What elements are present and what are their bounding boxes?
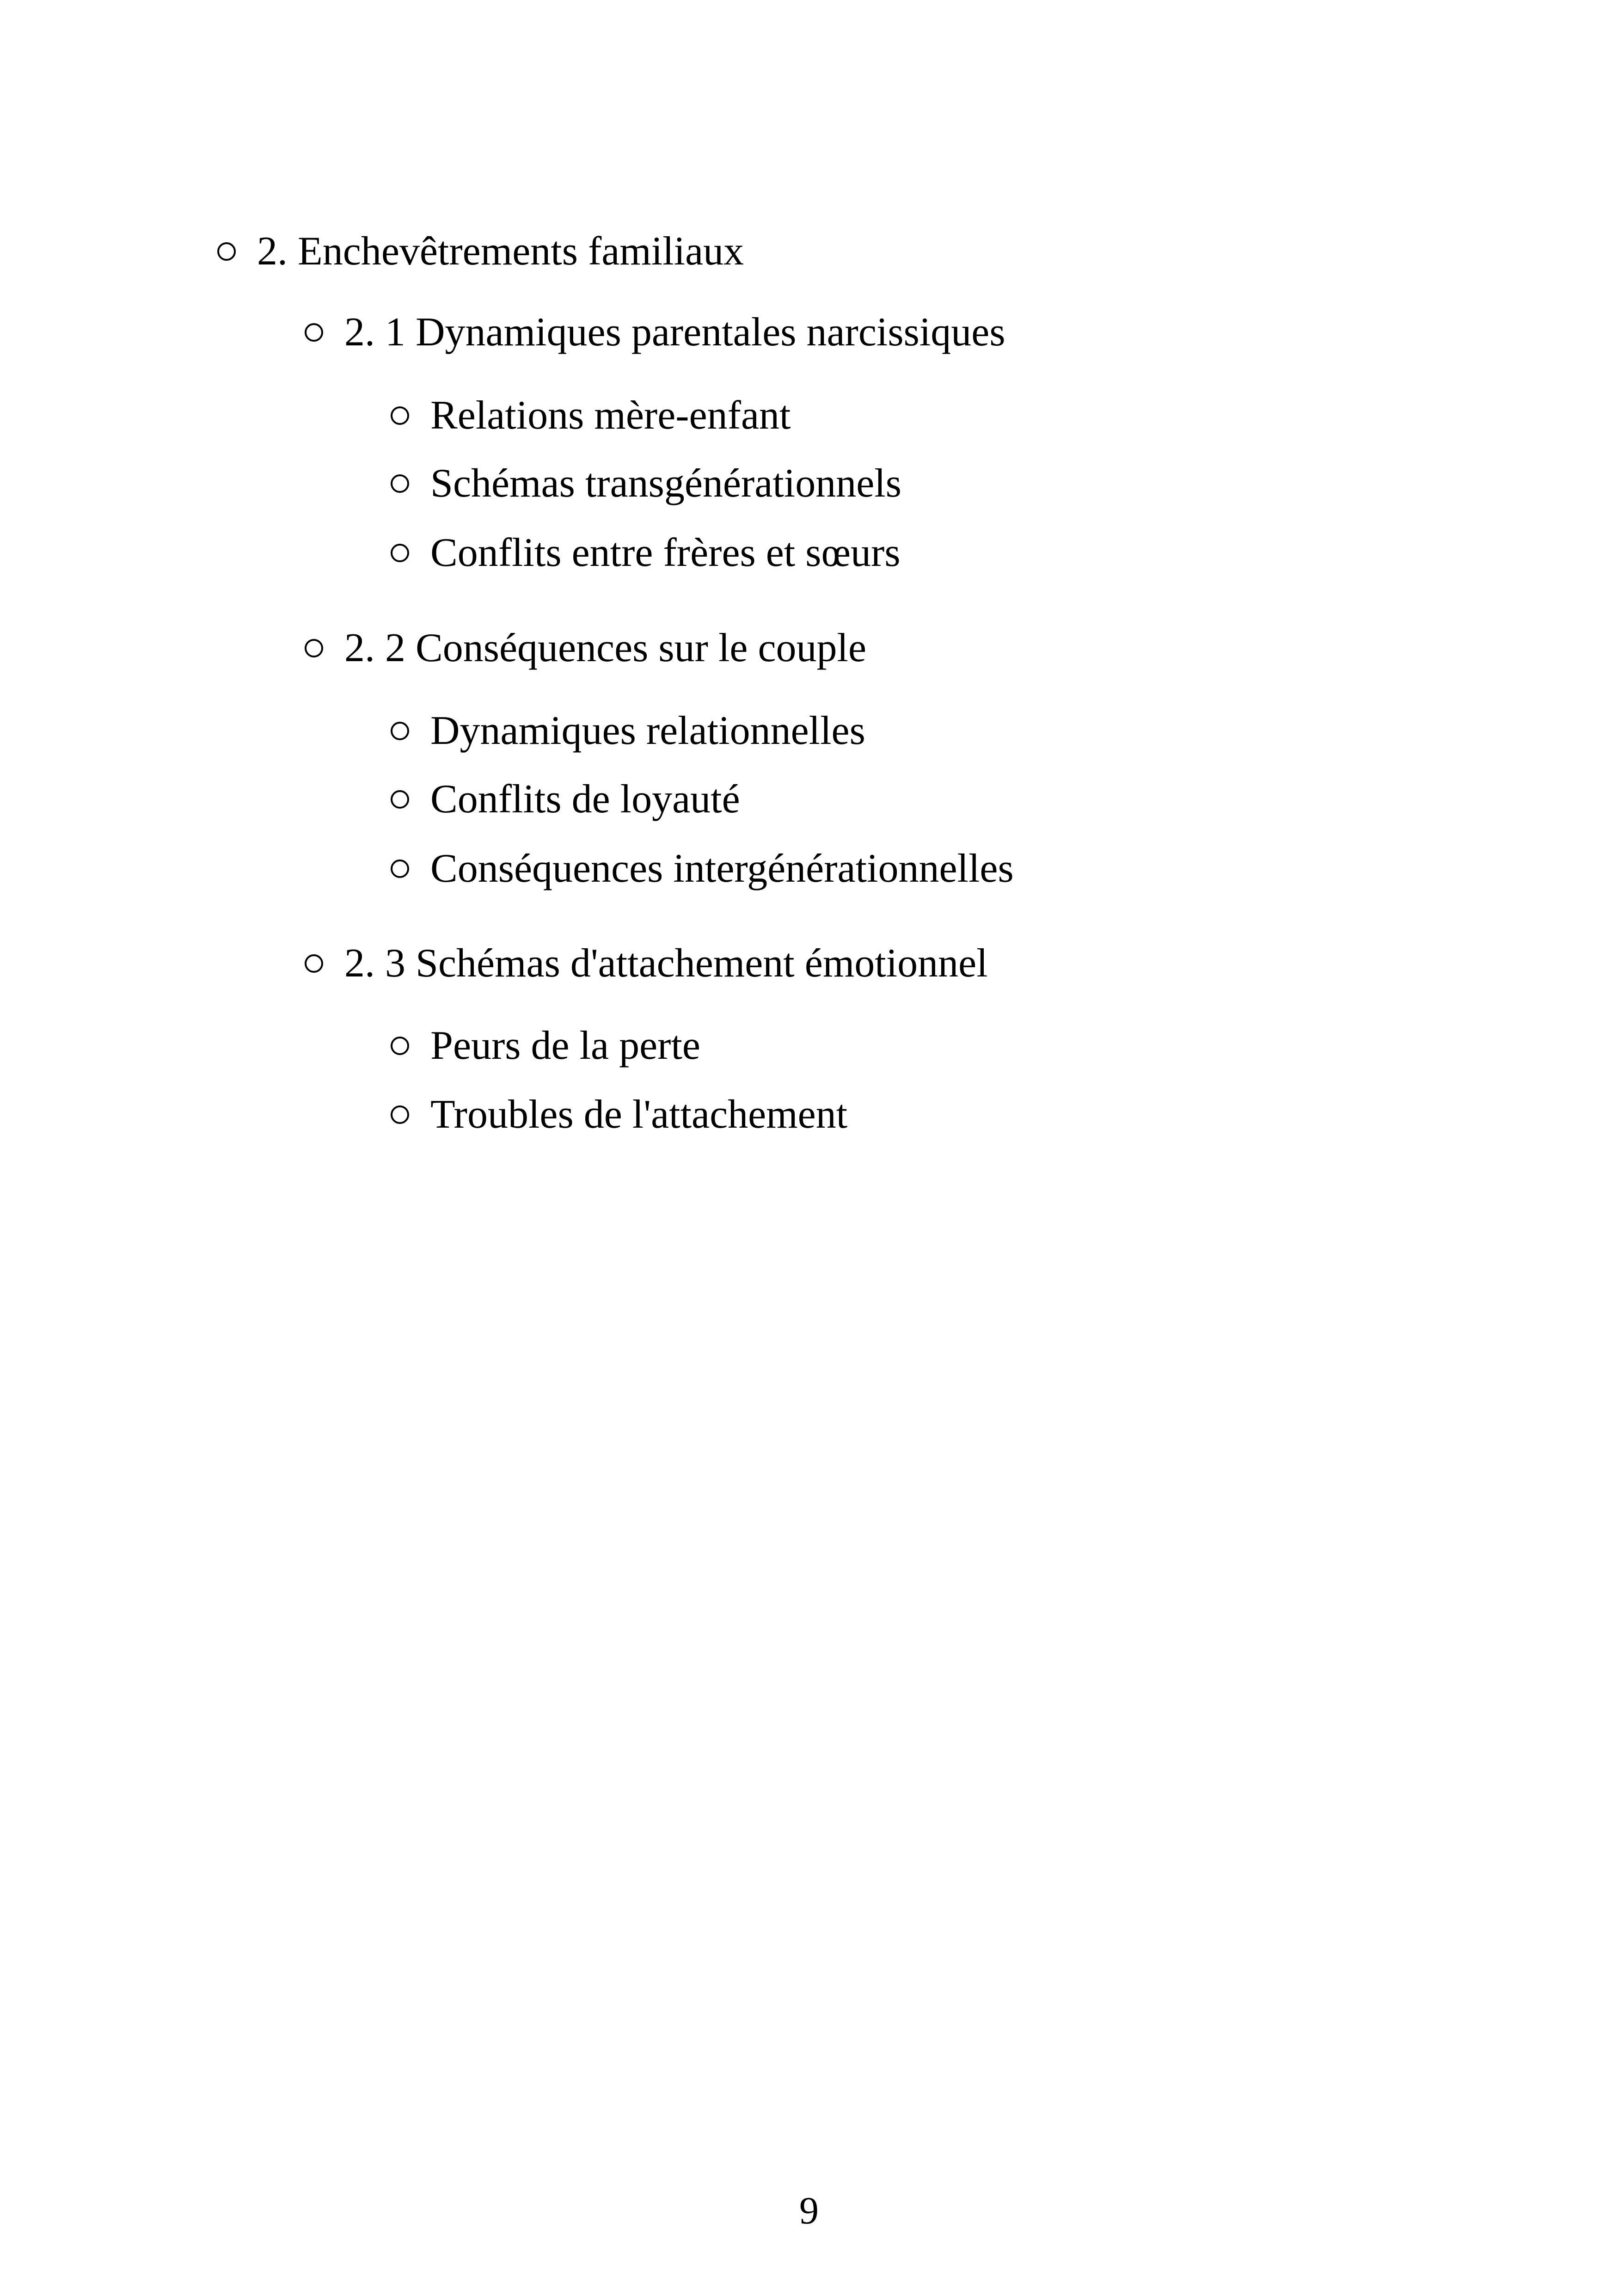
item-text: Dynamiques relationnelles [430, 708, 865, 753]
outline-item [391, 848, 1014, 889]
outline-item-subsection [305, 943, 988, 984]
circle-bullet-icon [391, 722, 409, 740]
item-text: Troubles de l'attachement [430, 1092, 848, 1137]
item-text: Peurs de la perte [430, 1023, 700, 1068]
outline-item [391, 463, 901, 504]
subsection-title: 2. 3 Schémas d'attachement émotionnel [344, 941, 988, 986]
outline-item-section [217, 231, 744, 272]
outline-item-subsection [305, 312, 1005, 353]
item-text: Conséquences intergénérationnelles [430, 846, 1014, 891]
circle-bullet-icon [391, 1037, 409, 1055]
outline-item [391, 1025, 700, 1066]
outline-item-subsection [305, 628, 866, 669]
item-text: Relations mère-enfant [430, 393, 791, 438]
subsection-title: 2. 1 Dynamiques parentales narcissiques [344, 310, 1005, 355]
circle-bullet-icon [391, 859, 409, 878]
outline-item [391, 395, 791, 436]
circle-bullet-icon [391, 406, 409, 425]
circle-bullet-icon [391, 474, 409, 493]
circle-bullet-icon [391, 790, 409, 809]
outline-item [391, 779, 740, 820]
outline-item [391, 708, 865, 753]
outline-item [391, 1094, 847, 1135]
circle-bullet-icon [305, 639, 323, 657]
circle-bullet-icon [305, 323, 323, 342]
item-text: Schémas transgénérationnels [430, 461, 902, 506]
circle-bullet-icon [391, 1105, 409, 1124]
item-text: Conflits entre frères et sœurs [430, 530, 901, 575]
page-number: 9 [799, 2189, 819, 2232]
circle-bullet-icon [217, 242, 236, 261]
circle-bullet-icon [305, 954, 323, 973]
outline-item [391, 530, 901, 575]
subsection-title: 2. 2 Conséquences sur le couple [344, 626, 867, 670]
section-title: 2. Enchevêtrements familiaux [257, 229, 744, 274]
circle-bullet-icon [391, 544, 409, 562]
item-text: Conflits de loyauté [430, 777, 740, 822]
